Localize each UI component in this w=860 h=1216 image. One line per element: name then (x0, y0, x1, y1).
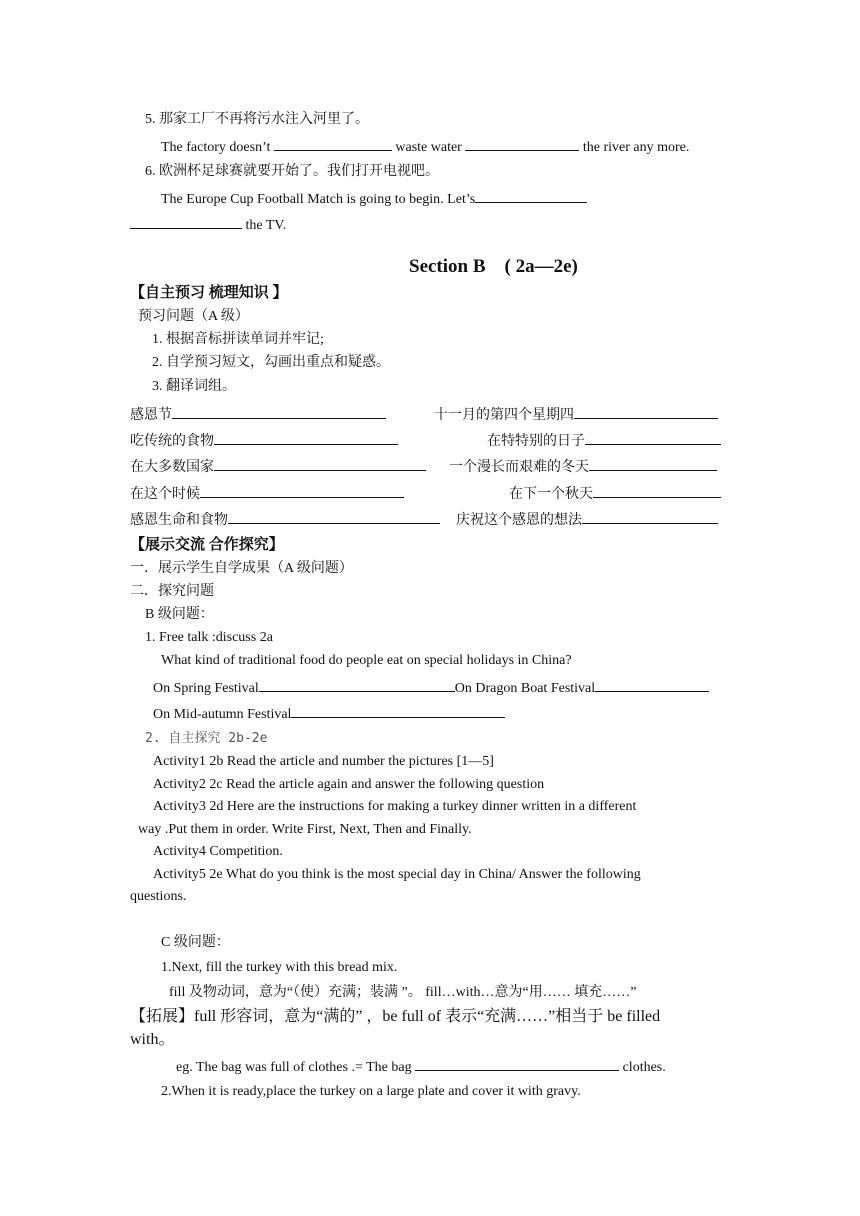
phrase-label: 在下一个秋天 (509, 487, 593, 502)
c-item-2: 2.When it is ready,place the turkey on a large plate and cover it with gravy. (161, 1084, 581, 1099)
phrase-label: 在特特别的日子 (487, 434, 585, 449)
section-title: Section B ( 2a—2e) (409, 256, 578, 277)
answer-blank[interactable] (582, 510, 718, 524)
answer-blank[interactable] (172, 405, 386, 419)
example-part-b: clothes. (622, 1060, 666, 1075)
b-level-label: B 级问题： (145, 607, 214, 622)
preview-heading: 【自主预习 梳理知识 】 (130, 285, 288, 301)
phrase-row (449, 457, 717, 477)
phrase-row (130, 405, 386, 425)
answer-blank[interactable] (593, 484, 721, 498)
phrase-label: 庆祝这个感恩的想法 (456, 513, 582, 528)
answer-blank[interactable] (228, 510, 440, 524)
free-talk: 1. Free talk :discuss 2a (145, 630, 273, 645)
phrase-label: 吃传统的食物 (130, 434, 214, 449)
activity-1: Activity1 2b Read the article and number the pictures [1—5] (153, 754, 494, 769)
activity-5-cont: questions. (130, 889, 187, 904)
part-two: 二．探究问题 (130, 584, 214, 599)
answer-blank[interactable] (585, 431, 721, 445)
phrase-row (456, 510, 718, 530)
phrase-row (130, 431, 398, 451)
extension-line: 【拓展】full 形容词，意为“满的” ，be full of 表示“充满……”相当于 be filled (130, 1008, 661, 1025)
s5-part-c: the river any more. (582, 140, 690, 155)
answer-blank[interactable] (200, 484, 404, 498)
sentence-6-chinese: 6. 欧洲杯足球赛就要开始了。我们打开电视吧。 (145, 164, 439, 179)
free-talk-question: What kind of traditional food do people eat on special holidays in China? (161, 653, 572, 668)
phrase-label: 一个漫长而艰难的冬天 (449, 460, 589, 475)
spring-festival-label: On Spring Festival (153, 681, 259, 696)
answer-blank[interactable] (214, 431, 398, 445)
c-level-label: C 级问题： (161, 935, 230, 950)
sentence-6-english-cont (130, 215, 286, 235)
festival-row (153, 678, 709, 698)
preview-item: 2. 自学预习短文，勾画出重点和疑惑。 (152, 355, 390, 370)
example-part-a: eg. The bag was full of clothes .= The bag (176, 1060, 412, 1075)
answer-blank[interactable] (595, 678, 709, 692)
answer-blank[interactable] (465, 137, 579, 151)
festival-row (153, 704, 505, 724)
example-line (176, 1057, 666, 1077)
sentence-6-english (161, 189, 587, 209)
answer-blank[interactable] (214, 457, 426, 471)
preview-item: 3. 翻译词组。 (152, 379, 236, 394)
self-explore-heading: 2. 自主探究 2b-2e (145, 731, 268, 746)
fill-note: fill 及物动词，意为“（使）充满；装满 ”。 fill…with…意为“用…… 填充……” (169, 985, 637, 1000)
s6-part-a: The Europe Cup Football Match is going to begin. Let’s (161, 192, 476, 207)
phrase-row (130, 510, 440, 530)
phrase-row (487, 431, 721, 451)
answer-blank[interactable] (259, 678, 455, 692)
preview-item: 1. 根据音标拼读单词并牢记; (152, 332, 324, 347)
dragon-boat-label: On Dragon Boat Festival (454, 681, 596, 696)
activity-5: Activity5 2e What do you think is the most special day in China/ Answer the following (153, 867, 641, 882)
answer-blank[interactable] (130, 215, 242, 229)
mid-autumn-label: On Mid-autumn Festival (153, 707, 292, 722)
phrase-label: 在这个时候 (130, 487, 200, 502)
activity-4: Activity4 Competition. (153, 844, 283, 859)
phrase-row (509, 484, 721, 504)
answer-blank[interactable] (291, 704, 505, 718)
answer-blank[interactable] (475, 189, 587, 203)
activity-3: Activity3 2d Here are the instructions for making a turkey dinner written in a different (153, 799, 637, 814)
preview-question: 预习问题（A 级） (138, 309, 249, 324)
phrase-row (434, 405, 718, 425)
s5-part-a: The factory doesn’t (161, 140, 271, 155)
answer-blank[interactable] (415, 1057, 619, 1071)
sentence-5-chinese: 5. 那家工厂不再将污水注入河里了。 (145, 112, 369, 127)
phrase-row (130, 457, 426, 477)
s6-part-b: the TV. (245, 218, 287, 233)
activity-2: Activity2 2c Read the article again and answer the following question (153, 777, 545, 792)
answer-blank[interactable] (274, 137, 392, 151)
phrase-row (130, 484, 404, 504)
part-one: 一．展示学生自学成果（A 级问题） (130, 561, 353, 576)
extension-line-cont: with。 (130, 1031, 175, 1048)
phrase-label: 在大多数国家 (130, 460, 214, 475)
exchange-heading: 【展示交流 合作探究】 (130, 537, 284, 553)
phrase-label: 感恩生命和食物 (130, 513, 228, 528)
phrase-label: 十一月的第四个星期四 (434, 408, 574, 423)
activity-3-cont: way .Put them in order. Write First, Next, Then and Finally. (138, 822, 472, 837)
answer-blank[interactable] (574, 405, 718, 419)
answer-blank[interactable] (589, 457, 717, 471)
phrase-label: 感恩节 (130, 408, 172, 423)
c-item-1: 1.Next, fill the turkey with this bread mix. (161, 960, 398, 975)
sentence-5-english (161, 137, 689, 157)
s5-part-b: waste water (395, 140, 462, 155)
